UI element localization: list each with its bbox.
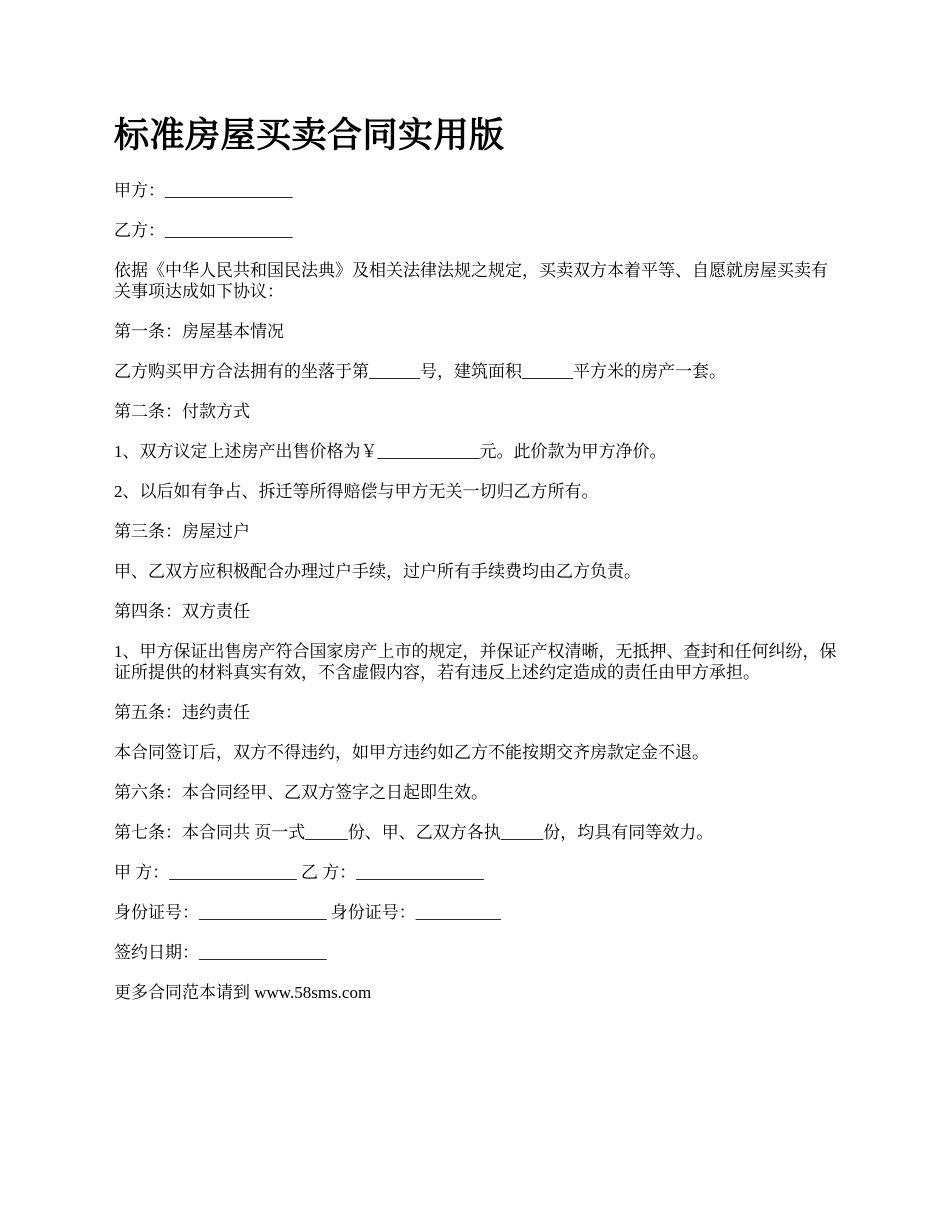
article-6-content: 第六条：本合同经甲、乙双方签字之日起即生效。 [114, 783, 488, 802]
article-1-content: 乙方购买甲方合法拥有的坐落于第______号，建筑面积______平方米的房产一套。 [114, 362, 726, 381]
article-1-heading: 第一条：房屋基本情况 [114, 322, 284, 341]
article-3-content: 甲、乙双方应积极配合办理过户手续，过户所有手续费均由乙方负责。 [114, 562, 641, 581]
article-5-content: 本合同签订后，双方不得违约，如甲方违约如乙方不能按期交齐房款定金不退。 [114, 743, 709, 762]
intro-paragraph: 依据《中华人民共和国民法典》及相关法律法规之规定，买卖双方本着平等、自愿就房屋买卖有关事项达成如下协议： [114, 261, 828, 301]
article-3-heading: 第三条：房屋过户 [114, 522, 250, 541]
footer-link-text: 更多合同范本请到 www.58sms.com [114, 983, 372, 1002]
document-title: 标准房屋买卖合同实用版 [114, 115, 505, 156]
signature-line: 甲 方：_______________ 乙 方：_______________ [114, 863, 484, 882]
document-page [114, 112, 844, 1022]
document-body [114, 180, 844, 1003]
id-number-line: 身份证号：_______________ 身份证号：__________ [114, 903, 501, 922]
party-a-line: 甲方：_______________ [114, 181, 293, 200]
article-4-item-1: 1、甲方保证出售房产符合国家房产上市的规定，并保证产权清晰，无抵押、查封和任何纠纷，保证所提供的材料真实有效，不含虚假内容，若有违反上述约定造成的责任由甲方承担。 [114, 642, 837, 682]
article-2-item-2: 2、以后如有争占、拆迁等所得赔偿与甲方无关一切归乙方所有。 [114, 482, 599, 501]
article-5-heading: 第五条：违约责任 [114, 703, 250, 722]
article-2-item-1: 1、双方议定上述房产出售价格为￥____________元。此价款为甲方净价。 [114, 442, 667, 461]
article-4-heading: 第四条：双方责任 [114, 602, 250, 621]
signing-date-line: 签约日期：_______________ [114, 943, 327, 962]
article-2-heading: 第二条：付款方式 [114, 402, 250, 421]
article-7-content: 第七条：本合同共 页一式_____份、甲、乙双方各执_____份，均具有同等效力。 [114, 823, 714, 842]
party-b-line: 乙方：_______________ [114, 221, 293, 240]
